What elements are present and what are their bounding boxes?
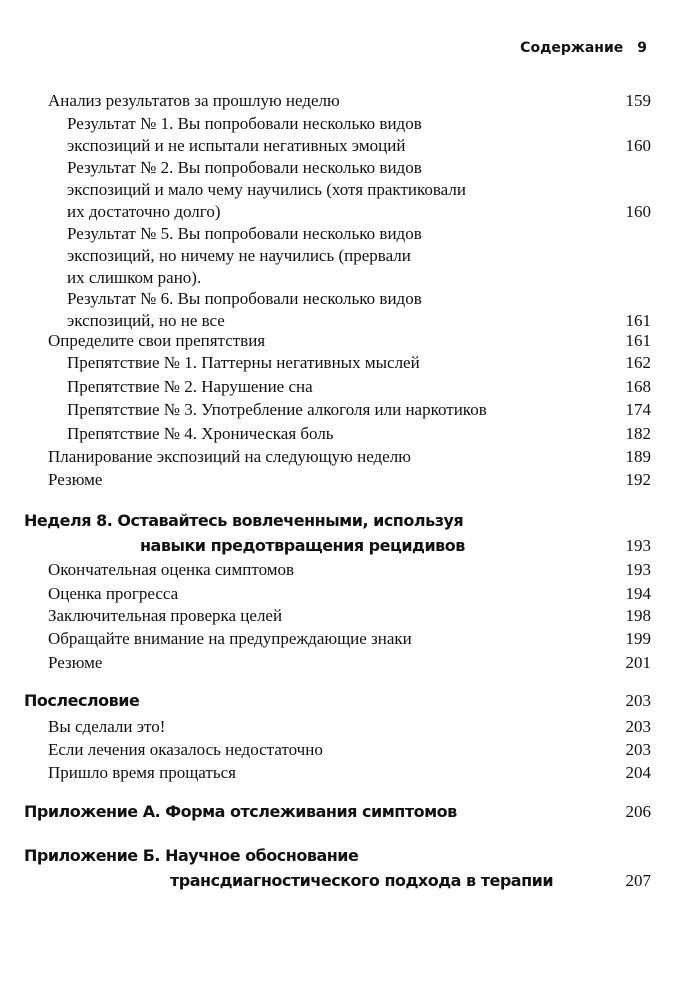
toc-section <box>0 799 693 824</box>
toc-entry <box>0 559 693 581</box>
toc-entry <box>0 716 693 738</box>
toc-entry-page: 193 <box>625 560 651 579</box>
toc-entry <box>0 90 693 112</box>
toc-entry-title: экспозиций, но не все <box>67 311 225 330</box>
toc-entry <box>0 628 693 650</box>
toc-entry-title: экспозиций, но ничему не научились (прервали <box>67 246 411 265</box>
toc-entry <box>0 399 693 421</box>
toc-entry-title: их слишком рано). <box>67 268 202 287</box>
toc-entry <box>0 352 693 374</box>
toc-entry <box>0 376 693 398</box>
toc-entry-page: 159 <box>625 91 651 110</box>
toc-entry-title: экспозиций и не испытали негативных эмоций <box>67 136 406 155</box>
toc-entry-page: 194 <box>625 584 651 603</box>
toc-section <box>0 508 693 558</box>
running-header <box>520 40 647 56</box>
header-page-number: 9 <box>637 40 647 56</box>
toc-section-title: Неделя 8. Оставайтесь вовлеченными, используя <box>24 511 464 530</box>
toc-entry-title: экспозиций и мало чему научились (хотя практиковали <box>67 180 466 199</box>
toc-entry-page: 198 <box>625 606 651 625</box>
toc-entry <box>0 113 693 157</box>
toc-entry-title: Планирование экспозиций на следующую неделю <box>48 447 411 466</box>
toc-entry-title: Результат № 6. Вы попробовали несколько видов <box>67 289 422 308</box>
toc-entry-page: 203 <box>625 717 651 736</box>
toc-section <box>0 843 693 893</box>
toc-entry <box>0 288 693 332</box>
toc-entry-title: Препятствие № 2. Нарушение сна <box>67 377 313 396</box>
toc-entry-page: 182 <box>625 424 651 443</box>
toc-entry-title: Окончательная оценка симптомов <box>48 560 295 579</box>
toc-section-title: трансдиагностического подхода в терапии <box>170 871 554 890</box>
toc-section-title: Послесловие <box>24 691 140 710</box>
toc-entry-page: 174 <box>625 400 651 419</box>
toc-entry-title: Препятствие № 3. Употребление алкоголя или наркотиков <box>67 400 487 419</box>
toc-entry-title: Препятствие № 4. Хроническая боль <box>67 424 334 443</box>
toc-section-title: Приложение А. Форма отслеживания симптомов <box>24 802 457 821</box>
toc-entry-page: 189 <box>625 447 651 466</box>
toc-entry <box>0 157 693 223</box>
toc-section <box>0 688 693 713</box>
toc-entry <box>0 469 693 491</box>
toc-entry-page: 204 <box>625 763 651 782</box>
toc-entry-title: Определите свои препятствия <box>48 331 266 350</box>
toc-entry <box>0 652 693 674</box>
toc-section-title: Приложение Б. Научное обоснование <box>24 846 359 865</box>
header-title: Содержание <box>520 40 624 56</box>
toc-entry-page: 161 <box>625 311 651 330</box>
toc-entry-page: 160 <box>625 202 651 221</box>
toc-entry-page: 162 <box>625 353 651 372</box>
toc-entry-title: Пришло время прощаться <box>48 763 236 782</box>
toc-entry-page: 168 <box>625 377 651 396</box>
toc-section-page: 193 <box>625 536 651 555</box>
toc-entry-page: 201 <box>625 653 651 672</box>
toc-entry <box>0 330 693 352</box>
toc-entry-title: их достаточно долго) <box>67 202 221 221</box>
toc-entry-title: Результат № 2. Вы попробовали несколько видов <box>67 158 422 177</box>
toc-entry-title: Обращайте внимание на предупреждающие знаки <box>48 629 412 648</box>
toc-section-page: 207 <box>625 871 651 890</box>
toc-entry <box>0 605 693 627</box>
toc-entry-title: Резюме <box>48 653 103 672</box>
toc-entry <box>0 762 693 784</box>
toc-entry <box>0 583 693 605</box>
toc-entry-title: Препятствие № 1. Паттерны негативных мыслей <box>67 353 420 372</box>
toc-section-title: навыки предотвращения рецидивов <box>140 536 465 555</box>
toc-entry <box>0 223 693 289</box>
toc-entry-title: Оценка прогресса <box>48 584 179 603</box>
toc-entry-page: 199 <box>625 629 651 648</box>
toc-entry-title: Анализ результатов за прошлую неделю <box>48 91 340 110</box>
toc-entry-page: 161 <box>625 331 651 350</box>
toc-entry-title: Результат № 1. Вы попробовали несколько видов <box>67 114 422 133</box>
toc-section-page: 203 <box>625 691 651 710</box>
toc-entry-title: Вы сделали это! <box>48 717 166 736</box>
toc-entry-title: Заключительная проверка целей <box>48 606 283 625</box>
toc-entry <box>0 739 693 761</box>
toc-section-page: 206 <box>625 802 651 821</box>
toc-entry-page: 203 <box>625 740 651 759</box>
toc-entry-title: Резюме <box>48 470 103 489</box>
toc-entry <box>0 446 693 468</box>
toc-entry <box>0 423 693 445</box>
toc-entry-page: 192 <box>625 470 651 489</box>
toc-entry-page: 160 <box>625 136 651 155</box>
toc-entry-title: Если лечения оказалось недостаточно <box>48 740 323 759</box>
toc-entry-title: Результат № 5. Вы попробовали несколько видов <box>67 224 422 243</box>
